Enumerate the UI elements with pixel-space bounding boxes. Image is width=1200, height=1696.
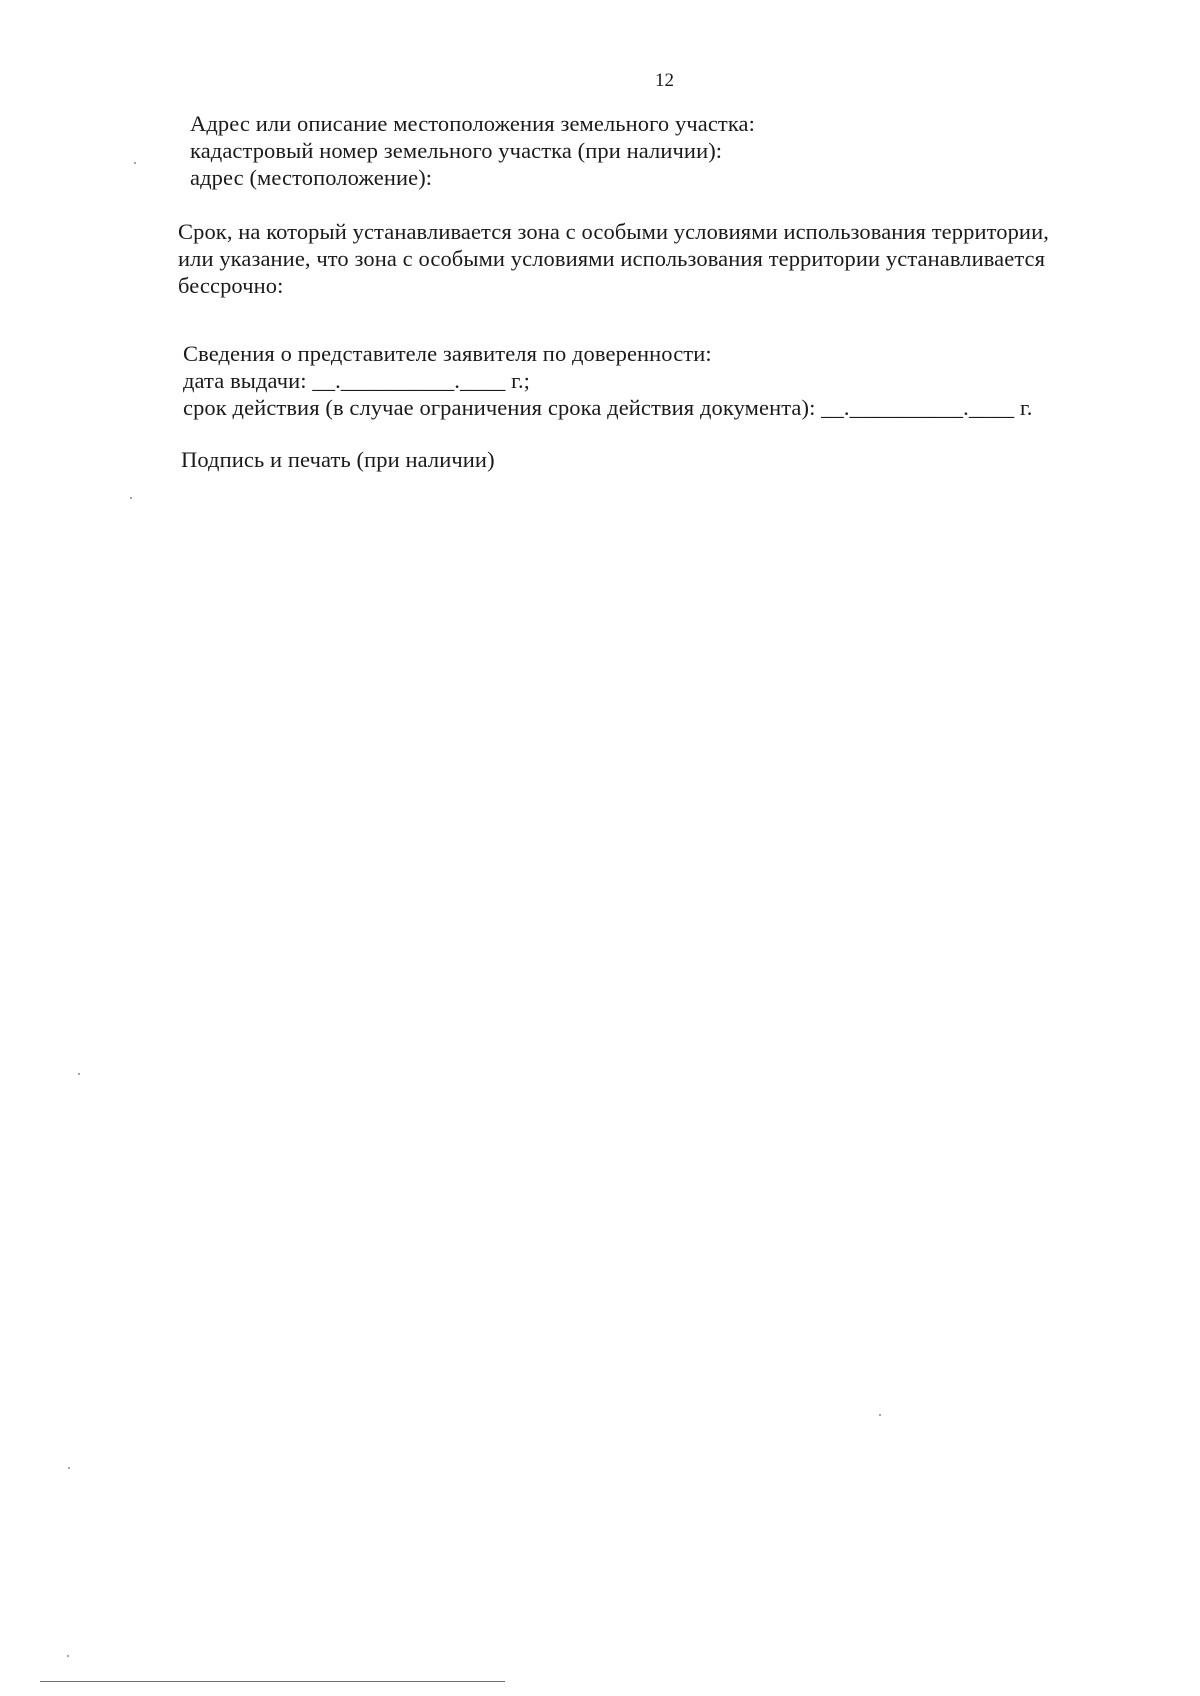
address-heading: Адрес или описание местоположения земельного участка: [190,111,755,136]
scan-speck [130,497,132,499]
representative-heading: Сведения о представителе заявителя по доверенности: [183,341,712,366]
representative-section [183,340,1032,421]
term-line-3: бессрочно: [178,273,284,298]
validity-field: срок действия (в случае ограничения срока действия документа): __.__________.____ г. [183,395,1033,420]
address-label: адрес (местоположение): [190,165,433,190]
signature-label: Подпись и печать (при наличии) [181,447,495,472]
issue-date-field: дата выдачи: __.__________.____ г.; [183,368,531,393]
term-line-2: или указание, что зона с особыми условиями использования территории устанавливается [178,246,1046,271]
term-section [178,218,1049,299]
term-line-1: Срок, на который устанавливается зона с особыми условиями использования территории, [178,219,1049,244]
scan-speck [879,1414,881,1416]
cadastral-number-label: кадастровый номер земельного участка (при наличии): [190,138,723,163]
page-number: 12 [655,70,674,91]
scan-speck [78,1073,80,1075]
scan-speck [68,1467,70,1469]
address-section [190,110,755,191]
scan-edge-line [40,1681,505,1682]
scan-speck [134,162,136,164]
scan-speck [67,1655,69,1657]
